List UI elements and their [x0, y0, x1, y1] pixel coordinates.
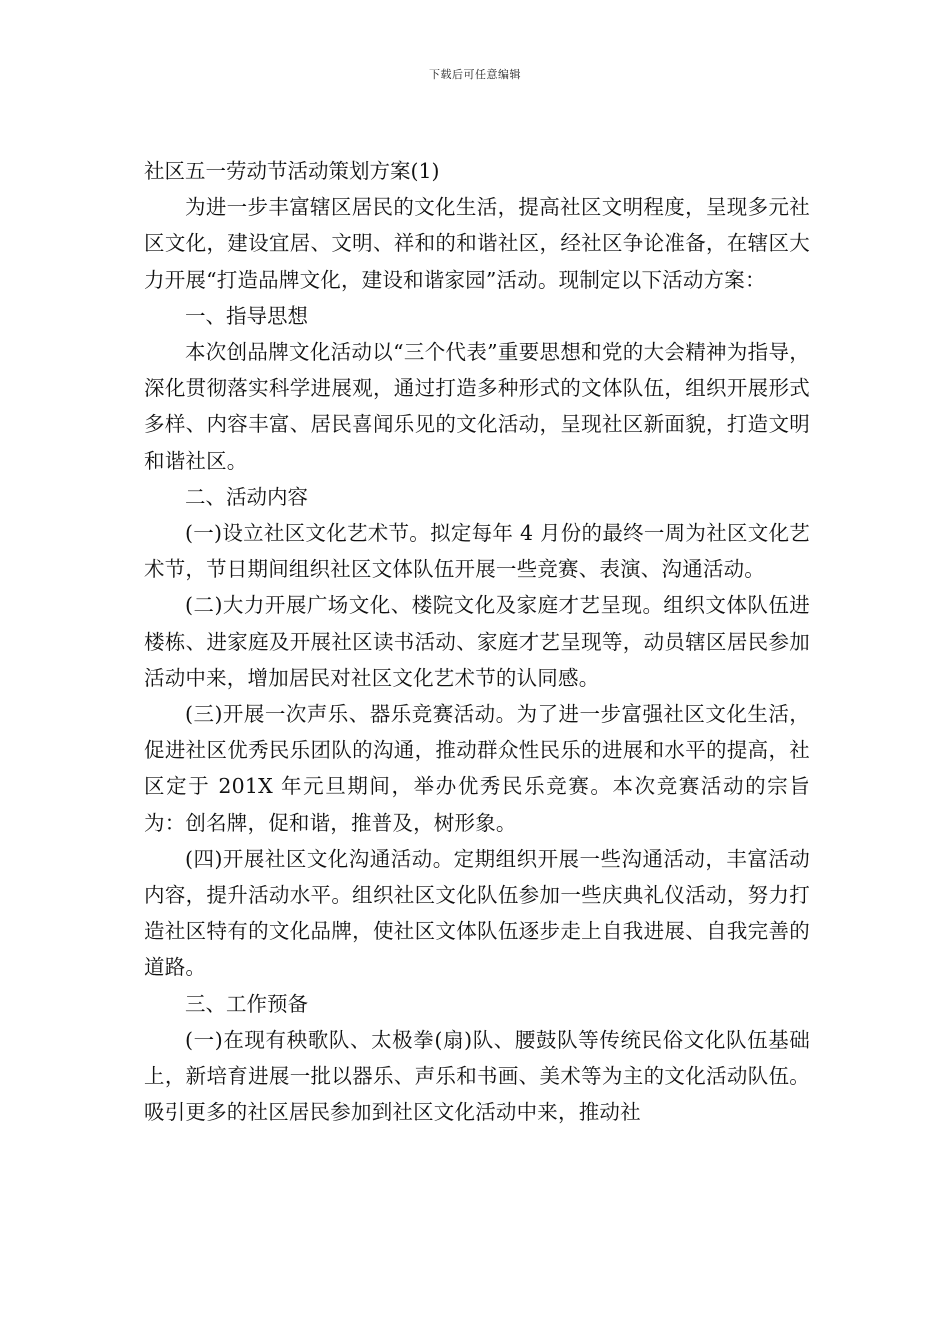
- activity-item-4: (四)开展社区文化沟通活动。定期组织开展一些沟通活动，丰富活动内容，提升活动水平。组织社区文化队伍参加一些庆典礼仪活动，努力打造社区特有的文化品牌，使社区文体队伍逐步走上自我进展、自我完善的道路。: [144, 846, 810, 980]
- header-note: 下载后可任意编辑: [429, 68, 521, 81]
- intro-paragraph: 为进一步丰富辖区居民的文化生活，提高社区文明程度，呈现多元社区文化，建设宜居、文明、祥和的和谐社区，经社区争论准备，在辖区大力开展“打造品牌文化，建设和谐家园”活动。现制定以下活动方案：: [144, 195, 810, 292]
- section-heading-guiding-ideology: 一、指导思想: [185, 303, 308, 328]
- activity-item-3: (三)开展一次声乐、器乐竞赛活动。为了进一步富强社区文化生活，促进社区优秀民乐团队的沟通，推动群众性民乐的进展和水平的提高，社区定于 201X 年元旦期间，举办优秀民乐竞赛。本次竞赛活动的宗旨为：创名牌，促和谐，推普及，树形象。: [144, 702, 810, 835]
- guiding-ideology-paragraph: 本次创品牌文化活动以“三个代表”重要思想和党的大会精神为指导，深化贯彻落实科学进展观，通过打造多种形式的文体队伍，组织开展形式多样、内容丰富、居民喜闻乐见的文化活动，呈现社区新面貌，打造文明和谐社区。: [144, 340, 810, 473]
- document-title: 社区五一劳动节活动策划方案(1): [144, 159, 440, 183]
- document-body: [144, 153, 810, 1130]
- section-heading-activity-content: 二、活动内容: [185, 484, 308, 509]
- activity-item-1: (一)设立社区文化艺术节。拟定每年 4 月份的最终一周为社区文化艺术节，节日期间组织社区文体队伍开展一些竞赛、表演、沟通活动。: [144, 521, 810, 582]
- preparation-item-1: (一)在现有秧歌队、太极拳(扇)队、腰鼓队等传统民俗文化队伍基础上，新培育进展一批以器乐、声乐和书画、美术等为主的文化活动队伍。吸引更多的社区居民参加到社区文化活动中来，推动社: [144, 1027, 810, 1125]
- section-heading-work-preparation: 三、工作预备: [185, 991, 308, 1016]
- activity-item-2: (二)大力开展广场文化、楼院文化及家庭才艺呈现。组织文体队伍进楼栋、进家庭及开展社区读书活动、家庭才艺呈现等，动员辖区居民参加活动中来，增加居民对社区文化艺术节的认同感。: [144, 593, 810, 690]
